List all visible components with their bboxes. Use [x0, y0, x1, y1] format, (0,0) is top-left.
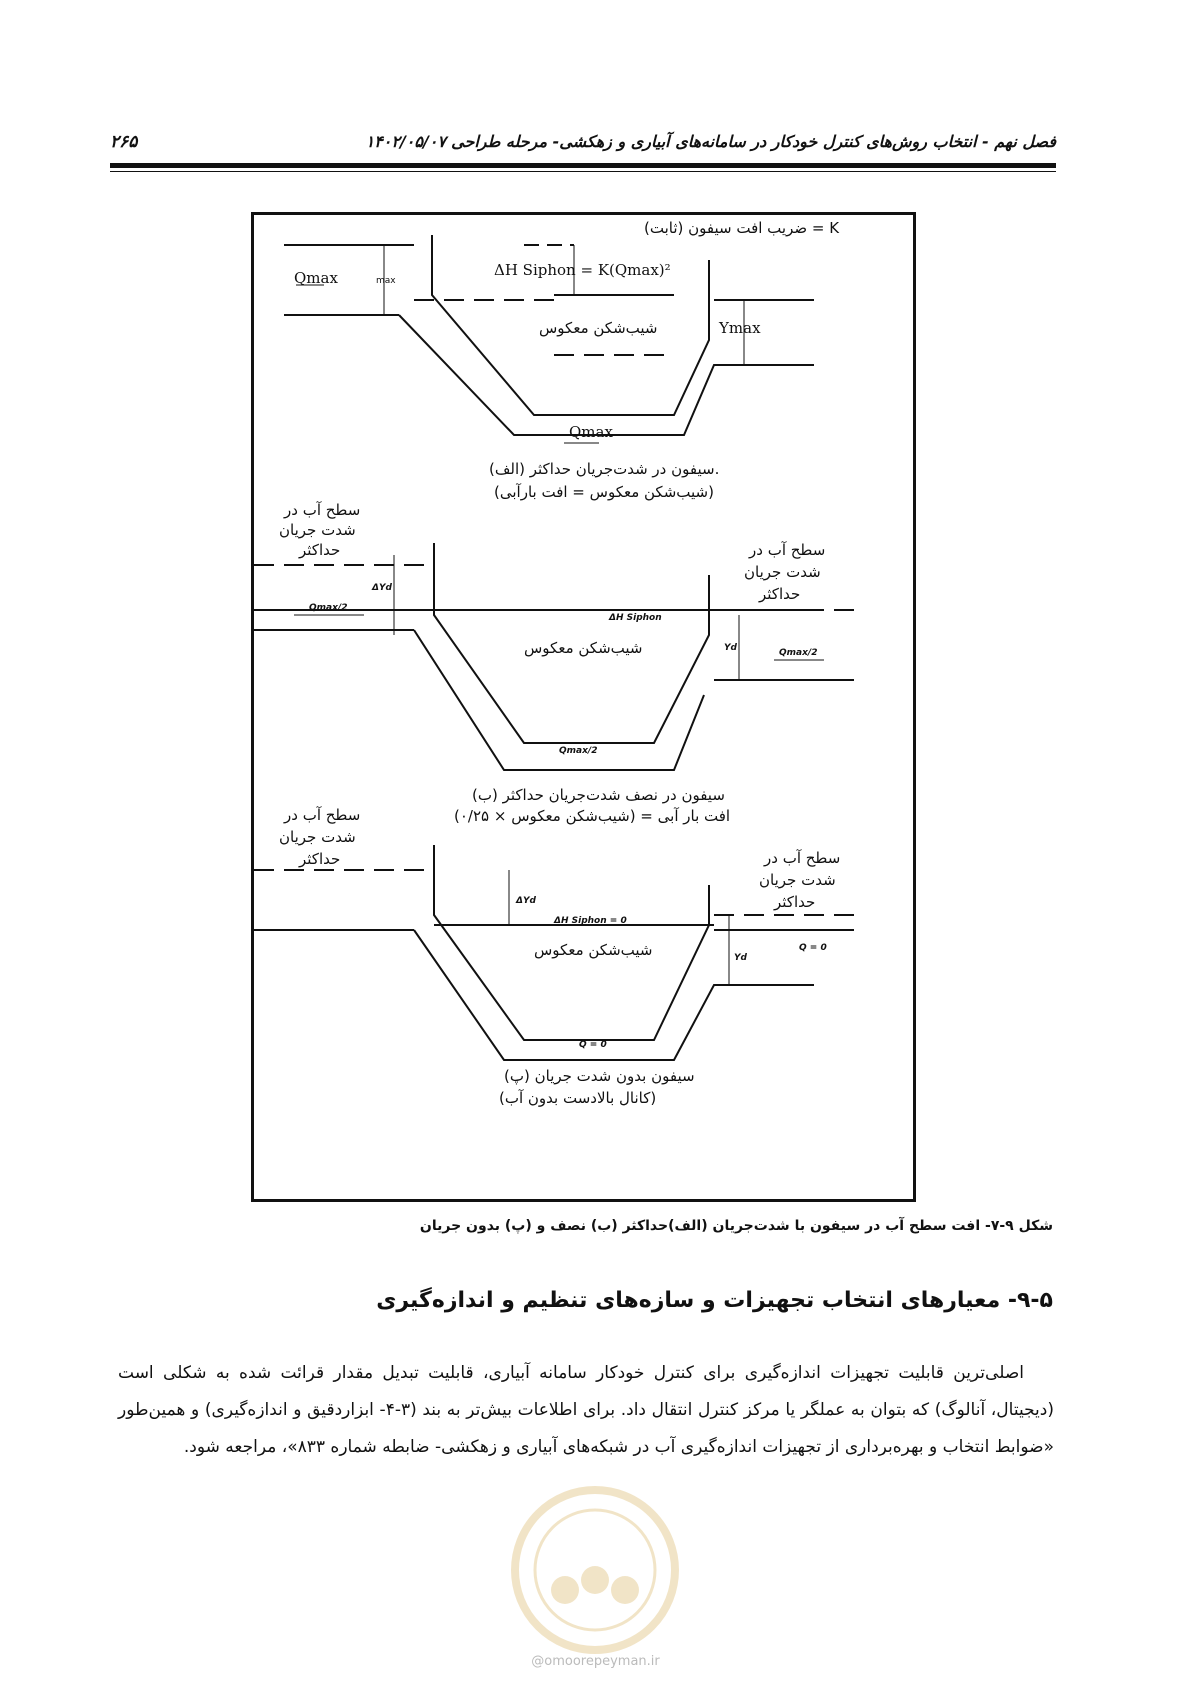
c-caption-1: (پ) سیفون بدون شدت جریان — [504, 1067, 695, 1085]
watermark-url: @omoorepeyman.ir — [531, 1654, 660, 1669]
c-delta-y: ΔYd — [516, 896, 536, 906]
a-caption-1: (الف) سیفون در شدت‌جریان حداکثر. — [489, 460, 720, 478]
b-yd: Yd — [724, 643, 737, 653]
c-q-zero-right: Q = 0 — [799, 943, 827, 953]
b-right-note-1: سطح آب در — [749, 541, 826, 559]
b-q-half-right: Qmax/2 — [779, 648, 818, 658]
a-caption-2: (شیب‌شکن معکوس = افت بارآبی) — [494, 483, 714, 501]
header-rule-thin — [110, 171, 1056, 172]
header-rule-thick — [110, 163, 1056, 168]
watermark-logo-icon — [505, 1470, 685, 1670]
b-caption-2: (شیب‌شکن معکوس × ۰/۲۵) = افت بار آبی — [454, 807, 731, 825]
b-right-note-3: حداکثر — [759, 585, 801, 603]
siphon-figure — [251, 212, 916, 1202]
a-qmax-left: Qmax — [294, 269, 338, 287]
c-left-note-2: شدت جریان — [279, 828, 356, 846]
c-right-note-2: شدت جریان — [759, 871, 836, 889]
header-date: ۱۴۰۲/۰۵/۰۷ — [365, 132, 446, 151]
a-k-label: ضریب افت سیفون (ثابت) = K — [644, 219, 840, 237]
a-reverse-slope: شیب‌شکن معکوس — [539, 319, 658, 337]
header-title: فصل نهم - انتخاب روش‌های کنترل خودکار در سامانه‌های آبیاری و زهکشی- مرحله طراحی — [451, 132, 1056, 151]
page-number: ۲۶۵ — [110, 132, 138, 152]
c-reverse-slope: شیب‌شکن معکوس — [534, 941, 653, 959]
body-paragraph: اصلی‌ترین قابلیت تجهیزات اندازه‌گیری برای کنترل خودکار سامانه آبیاری، قابلیت تبدیل مقدار قرائت شده به شکلی است (دیجیتال، آنالوگ) که بتوان به عملگر یا مرکز کنترل انتقال داد. برای اطلاعات بیش‌تر به بند (۳-۴- ابزاردقیق و اندازه‌گیری) و همین‌طور «ضوابط انتخاب و بهره‌برداری از تجهیزات اندازه‌گیری آب در شبکه‌های آبیاری و زهکشی- ضابطه شماره ۸۳۳»، مراجعه شود. — [118, 1363, 1054, 1457]
c-right-note-1: سطح آب در — [764, 849, 841, 867]
b-delta-h: ΔH Siphon — [609, 613, 662, 623]
c-right-note-3: حداکثر — [774, 893, 816, 911]
b-left-note-2: شدت جریان — [279, 521, 356, 539]
c-q-zero-bottom: Q = 0 — [579, 1040, 607, 1050]
a-formula: ΔH Siphon = K(Qmax)² — [494, 261, 671, 279]
b-q-half-bottom: Qmax/2 — [559, 746, 598, 756]
c-yd: Yd — [734, 953, 747, 963]
b-q-half-left: Qmax/2 — [309, 603, 348, 613]
b-delta-y: ΔYd — [372, 583, 392, 593]
b-right-note-2: شدت جریان — [744, 563, 821, 581]
c-caption-2: (کانال بالادست بدون آب) — [499, 1089, 657, 1107]
a-ymax: Ymax — [719, 319, 761, 337]
b-caption-1: (ب) سیفون در نصف شدت‌جریان حداکثر — [472, 786, 725, 804]
c-left-note-1: سطح آب در — [284, 806, 361, 824]
c-delta-h: ΔH Siphon = 0 — [554, 916, 627, 926]
b-left-note-1: سطح آب در — [284, 501, 361, 519]
b-left-note-3: حداکثر — [299, 541, 341, 559]
a-qmax-bottom: Qmax — [569, 423, 613, 441]
figure-caption: شکل ۹-۷- افت سطح آب در سیفون با شدت‌جریان (الف)حداکثر (ب) نصف و (پ) بدون جریان — [419, 1218, 1053, 1234]
a-max-label: max — [376, 276, 396, 286]
page-header — [110, 128, 1056, 156]
c-left-note-3: حداکثر — [299, 850, 341, 868]
b-reverse-slope: شیب‌شکن معکوس — [524, 639, 643, 657]
siphon-diagram — [254, 215, 913, 1199]
section-heading: ۹-۵- معیارهای انتخاب تجهیزات و سازه‌های تنظیم و اندازه‌گیری — [376, 1288, 1053, 1313]
